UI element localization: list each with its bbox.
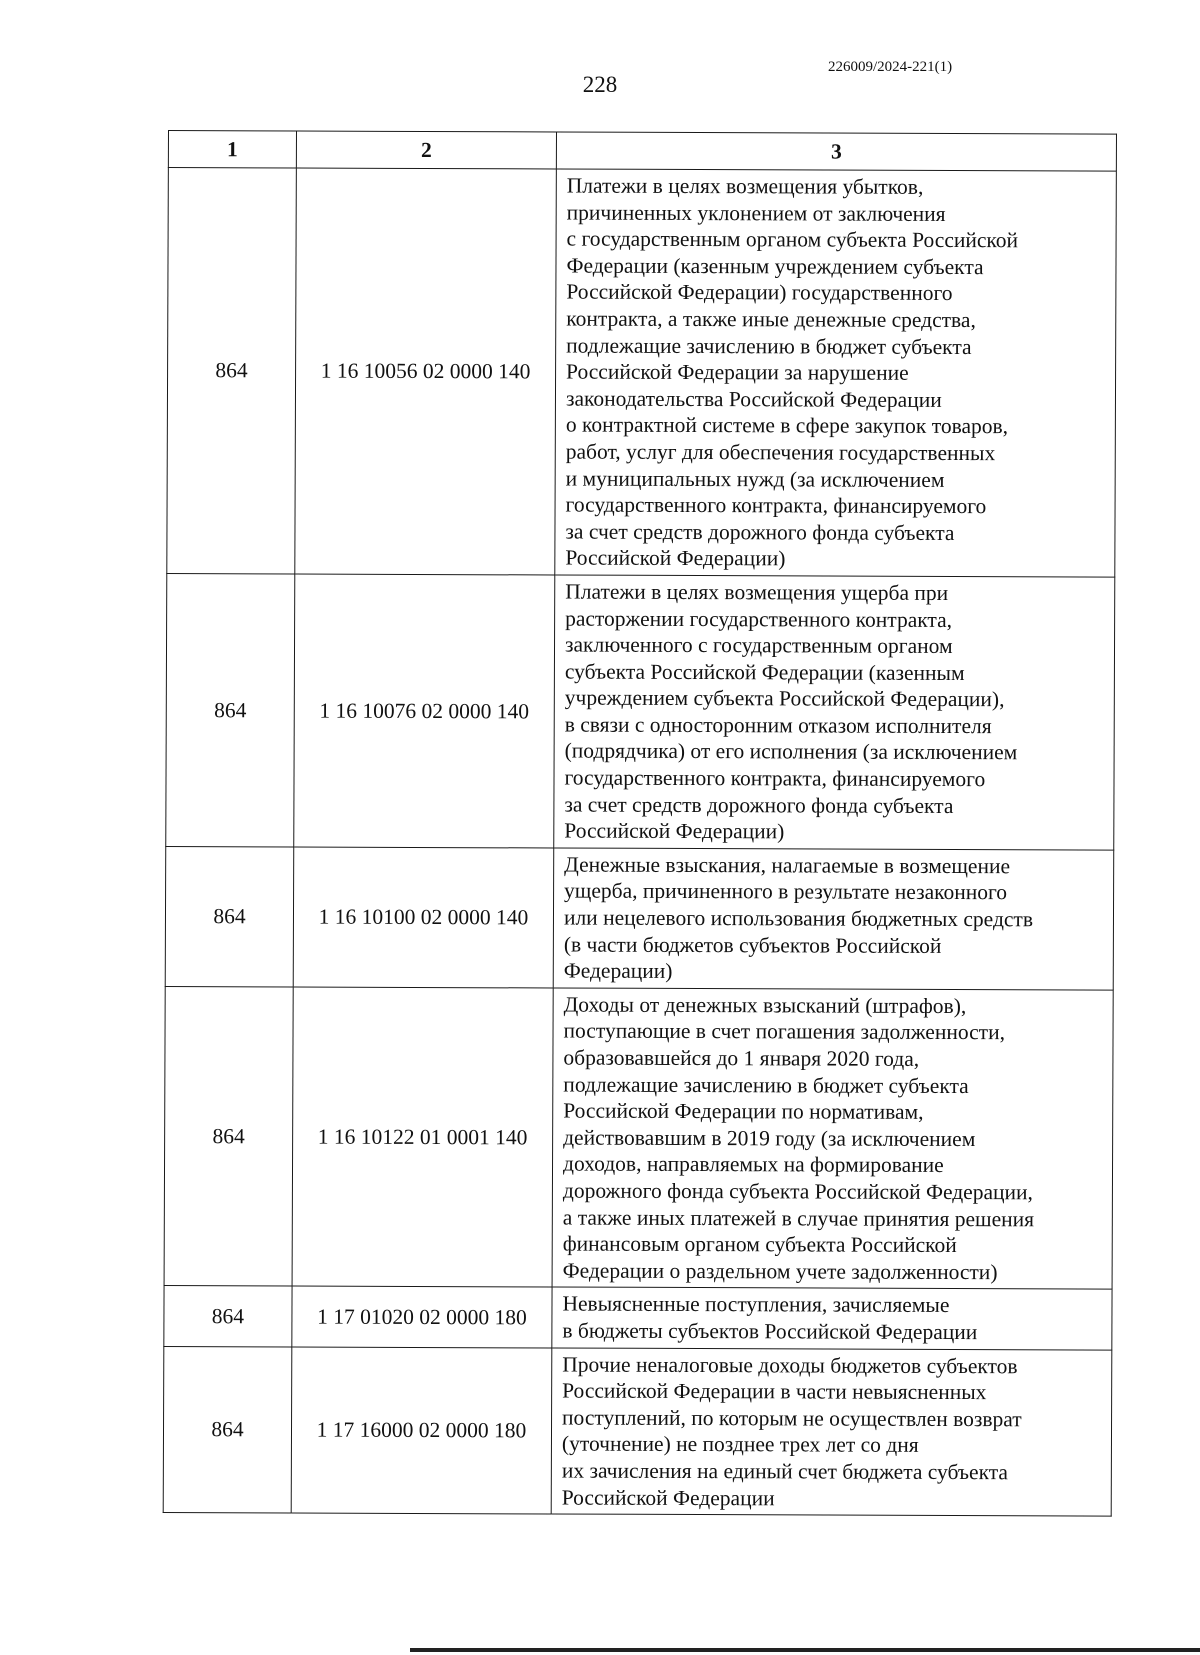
- budget-code-cell: 1 17 01020 02 0000 180: [292, 1286, 552, 1347]
- budget-code-cell: 1 16 10100 02 0000 140: [293, 847, 554, 988]
- scan-edge-line: [410, 1648, 1200, 1652]
- budget-code-cell: 1 16 10122 01 0001 140: [292, 987, 553, 1288]
- admin-code-cell: 864: [166, 573, 295, 846]
- table-row: [164, 1286, 1112, 1350]
- table-body: [163, 168, 1116, 1517]
- admin-code-cell: 864: [163, 1346, 292, 1513]
- column-header-3: 3: [556, 132, 1116, 171]
- admin-code-cell: 864: [164, 986, 293, 1286]
- budget-code-cell: 1 16 10076 02 0000 140: [294, 574, 555, 848]
- table-header: [168, 131, 1116, 172]
- description-cell: Доходы от денежных взысканий (штрафов), поступающие в счет погашения задолженности, образовавшейся до 1 января 2020 года, подлежащие зачислению в бюджет субъекта Российской Федерации по нормативам, действовавшим в 2019 году (за исключением доходов, направляемых на формирование дорожного фонда субъекта Российской Федерации, а также иных платежей в случае принятия решения финансовым органом субъекта Российской Федерации о раздельном учете задолженности): [552, 988, 1113, 1290]
- page-number: 228: [582, 72, 618, 97]
- description-cell: Денежные взыскания, налагаемые в возмещение ущерба, причиненного в результате незаконного или нецелевого использования бюджетных средств (в части бюджетов субъектов Российской Федерации): [553, 848, 1114, 990]
- table-row: [166, 573, 1115, 850]
- budget-codes-table-wrapper: [163, 130, 1117, 1517]
- description-cell: Платежи в целях возмещения убытков, причиненных уклонением от заключения с государственным органом субъекта Российской Федерации (казенным учреждением субъекта Российской Федерации) государственного контракта, а также иные денежные средства, подлежащие зачислению в бюджет субъекта Российской Федерации за нарушение законодательства Российской Федерации о контрактной системе в сфере закупок товаров, работ, услуг для обеспечения государственных и муниципальных нужд (за исключением государственного контракта, финансируемого за счет средств дорожного фонда субъекта Российской Федерации): [555, 169, 1117, 577]
- budget-code-cell: 1 17 16000 02 0000 180: [291, 1347, 552, 1515]
- column-header-1: 1: [168, 131, 296, 168]
- budget-codes-table: [163, 130, 1117, 1517]
- table-row: [163, 1346, 1112, 1516]
- header-row: [168, 131, 1116, 172]
- description-cell: Прочие неналоговые доходы бюджетов субъектов Российской Федерации в части невыясненных поступлений, по которым не осуществлен возврат (уточнение) не позднее трех лет со дня их зачисления на единый счет бюджета субъекта Российской Федерации: [551, 1348, 1112, 1517]
- admin-code-cell: 864: [165, 846, 294, 986]
- description-cell: Платежи в целях возмещения ущерба при расторжении государственного контракта, заключенного с государственным органом субъекта Российской Федерации (казенным учреждением субъекта Российской Федерации), в связи с односторонним отказом исполнителя (подрядчика) от его исполнения (за исключением государственного контракта, финансируемого за счет средств дорожного фонда субъекта Российской Федерации): [554, 575, 1115, 850]
- description-cell: Невыясненные поступления, зачисляемые в бюджеты субъектов Российской Федерации: [552, 1287, 1112, 1349]
- column-header-2: 2: [296, 131, 556, 169]
- table-row: [167, 168, 1117, 578]
- table-row: [164, 986, 1113, 1289]
- budget-code-cell: 1 16 10056 02 0000 140: [295, 168, 557, 575]
- table-row: [165, 846, 1114, 990]
- document-reference: 226009/2024-221(1): [828, 59, 953, 75]
- admin-code-cell: 864: [167, 168, 297, 574]
- admin-code-cell: 864: [164, 1286, 292, 1347]
